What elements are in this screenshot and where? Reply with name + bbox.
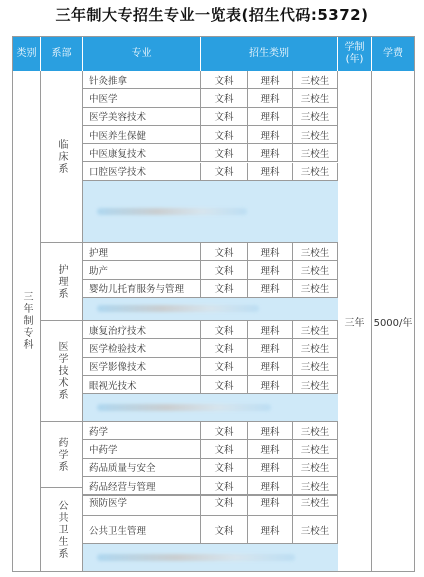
type-like-cell: 理科 xyxy=(248,376,293,394)
department-label: 临床系 xyxy=(56,138,67,175)
type-like-cell: 理科 xyxy=(248,488,293,516)
category-label: 三年制专科 xyxy=(21,291,32,351)
type-wenke-cell: 文科 xyxy=(201,358,248,376)
major-cell: 针灸推拿 xyxy=(83,71,201,89)
type-sanxiao-cell: 三校生 xyxy=(293,126,338,144)
header-department: 系部 xyxy=(41,37,83,71)
type-wenke-cell: 文科 xyxy=(201,243,248,261)
type-sanxiao-cell: 三校生 xyxy=(293,339,338,357)
type-like-cell: 理科 xyxy=(248,280,293,298)
type-wenke-cell: 文科 xyxy=(201,488,248,516)
department-cell xyxy=(41,71,83,243)
redacted-note-band xyxy=(83,544,338,572)
department-label: 药学系 xyxy=(56,436,67,473)
type-wenke-cell: 文科 xyxy=(201,71,248,89)
type-like-cell: 理科 xyxy=(248,163,293,181)
type-wenke-cell: 文科 xyxy=(201,477,248,495)
type-like-cell: 理科 xyxy=(248,422,293,440)
tuition-value: 5000/年 xyxy=(373,317,413,329)
type-sanxiao-cell: 三校生 xyxy=(293,71,338,89)
type-wenke-cell: 文科 xyxy=(201,126,248,144)
header-duration: 学制 (年) xyxy=(338,37,372,71)
type-like-cell: 理科 xyxy=(248,339,293,357)
major-cell: 护理 xyxy=(83,243,201,261)
type-like-cell: 理科 xyxy=(248,321,293,339)
department-label: 护理系 xyxy=(56,263,67,300)
type-sanxiao-cell: 三校生 xyxy=(293,89,338,107)
type-like-cell: 理科 xyxy=(248,108,293,126)
type-wenke-cell: 文科 xyxy=(201,280,248,298)
major-cell: 药品质量与安全 xyxy=(83,459,201,477)
type-wenke-cell: 文科 xyxy=(201,422,248,440)
redacted-note-band xyxy=(83,181,338,243)
blurred-text xyxy=(97,554,295,561)
header-enroll-type: 招生类别 xyxy=(201,37,338,71)
major-cell: 公共卫生管理 xyxy=(83,516,201,544)
type-wenke-cell: 文科 xyxy=(201,321,248,339)
blurred-text xyxy=(97,305,259,312)
major-cell: 医学美容技术 xyxy=(83,108,201,126)
page-title: 三年制大专招生专业一览表(招生代码:5372) xyxy=(55,6,369,24)
type-sanxiao-cell: 三校生 xyxy=(293,422,338,440)
type-wenke-cell: 文科 xyxy=(201,376,248,394)
type-sanxiao-cell: 三校生 xyxy=(293,280,338,298)
type-sanxiao-cell: 三校生 xyxy=(293,321,338,339)
type-sanxiao-cell: 三校生 xyxy=(293,261,338,279)
type-sanxiao-cell: 三校生 xyxy=(293,144,338,162)
department-cell xyxy=(41,422,83,488)
major-cell: 中医康复技术 xyxy=(83,144,201,162)
type-like-cell: 理科 xyxy=(248,144,293,162)
type-sanxiao-cell: 三校生 xyxy=(293,477,338,495)
blurred-text xyxy=(97,208,247,215)
major-cell: 中药学 xyxy=(83,440,201,458)
type-wenke-cell: 文科 xyxy=(201,108,248,126)
duration-cell xyxy=(338,71,372,572)
major-cell: 医学检验技术 xyxy=(83,339,201,357)
type-sanxiao-cell: 三校生 xyxy=(293,488,338,516)
major-cell: 中医学 xyxy=(83,89,201,107)
major-cell: 口腔医学技术 xyxy=(83,163,201,181)
type-like-cell: 理科 xyxy=(248,477,293,495)
type-wenke-cell: 文科 xyxy=(201,459,248,477)
department-label: 公共卫生系 xyxy=(56,499,67,560)
type-wenke-cell: 文科 xyxy=(201,163,248,181)
department-cell xyxy=(41,243,83,321)
type-like-cell: 理科 xyxy=(248,261,293,279)
redacted-note-band xyxy=(83,298,338,321)
redacted-note-band xyxy=(83,394,338,422)
type-wenke-cell: 文科 xyxy=(201,339,248,357)
enrollment-table xyxy=(12,36,415,572)
type-sanxiao-cell: 三校生 xyxy=(293,108,338,126)
duration-value: 三年 xyxy=(344,317,365,329)
major-cell: 助产 xyxy=(83,261,201,279)
header-tuition: 学费 xyxy=(372,37,414,71)
major-cell: 婴幼儿托育服务与管理 xyxy=(83,280,201,298)
type-like-cell: 理科 xyxy=(248,516,293,544)
department-cell xyxy=(41,321,83,422)
major-cell: 医学影像技术 xyxy=(83,358,201,376)
type-like-cell: 理科 xyxy=(248,440,293,458)
department-cell xyxy=(41,488,83,572)
major-cell: 药品经营与管理 xyxy=(83,477,201,495)
major-cell: 康复治疗技术 xyxy=(83,321,201,339)
type-wenke-cell: 文科 xyxy=(201,144,248,162)
type-sanxiao-cell: 三校生 xyxy=(293,516,338,544)
major-cell: 眼视光技术 xyxy=(83,376,201,394)
type-sanxiao-cell: 三校生 xyxy=(293,440,338,458)
tuition-cell xyxy=(372,71,414,572)
type-wenke-cell: 文科 xyxy=(201,440,248,458)
type-wenke-cell: 文科 xyxy=(201,516,248,544)
header-category: 类别 xyxy=(13,37,41,71)
type-like-cell: 理科 xyxy=(248,243,293,261)
type-sanxiao-cell: 三校生 xyxy=(293,358,338,376)
type-wenke-cell: 文科 xyxy=(201,261,248,279)
type-like-cell: 理科 xyxy=(248,459,293,477)
type-like-cell: 理科 xyxy=(248,89,293,107)
type-sanxiao-cell: 三校生 xyxy=(293,243,338,261)
major-cell: 预防医学 xyxy=(83,488,201,516)
major-cell: 药学 xyxy=(83,422,201,440)
type-wenke-cell: 文科 xyxy=(201,89,248,107)
blurred-text xyxy=(97,404,271,411)
type-like-cell: 理科 xyxy=(248,71,293,89)
major-cell: 中医养生保健 xyxy=(83,126,201,144)
category-cell xyxy=(13,71,41,572)
type-like-cell: 理科 xyxy=(248,126,293,144)
type-sanxiao-cell: 三校生 xyxy=(293,459,338,477)
type-like-cell: 理科 xyxy=(248,358,293,376)
header-major: 专业 xyxy=(83,37,201,71)
type-sanxiao-cell: 三校生 xyxy=(293,163,338,181)
type-sanxiao-cell: 三校生 xyxy=(293,376,338,394)
department-label: 医学技术系 xyxy=(56,341,67,401)
